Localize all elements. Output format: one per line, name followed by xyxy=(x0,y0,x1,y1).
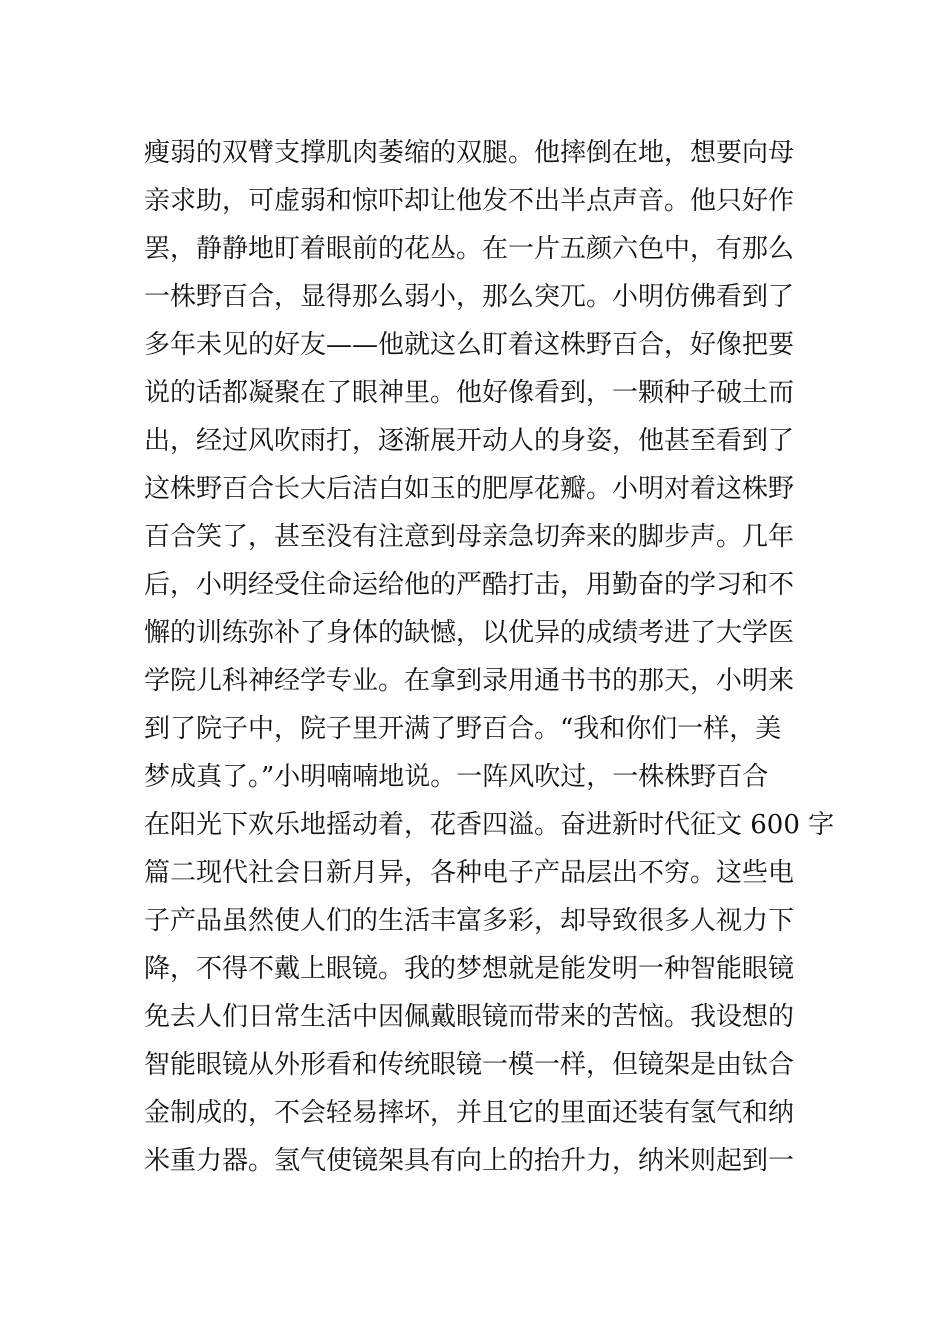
text-line-19: 免去人们日常生活中因佩戴眼镜而带来的苦恼。我设想的 xyxy=(144,1002,795,1032)
text-line-22: 米重力器。氢气使镜架具有向上的抬升力，纳米则起到一 xyxy=(144,1146,795,1176)
text-line-14: 梦成真了。”小明喃喃地说。一阵风吹过，一株株野百合 xyxy=(144,762,769,792)
text-line-15: 在阳光下欢乐地摇动着，花香四溢。奋进新时代征文 600 字 xyxy=(144,810,835,840)
text-line-3: 罢，静静地盯着眼前的花丛。在一片五颜六色中，有那么 xyxy=(144,234,795,264)
text-line-12: 学院儿科神经学专业。在拿到录用通书书的那天，小明来 xyxy=(144,666,795,696)
text-line-9: 百合笑了，甚至没有注意到母亲急切奔来的脚步声。几年 xyxy=(144,522,795,552)
text-line-13: 到了院子中，院子里开满了野百合。“我和你们一样，美 xyxy=(144,714,782,744)
text-line-2: 亲求助，可虚弱和惊吓却让他发不出半点声音。他只好作 xyxy=(144,186,795,216)
text-line-10: 后，小明经受住命运给他的严酷打击，用勤奋的学习和不 xyxy=(144,570,795,600)
text-line-18: 降，不得不戴上眼镜。我的梦想就是能发明一种智能眼镜 xyxy=(144,954,795,984)
text-line-4: 一株野百合，显得那么弱小，那么突兀。小明仿佛看到了 xyxy=(144,282,795,312)
text-line-20: 智能眼镜从外形看和传统眼镜一模一样，但镜架是由钛合 xyxy=(144,1050,795,1080)
text-line-8: 这株野百合长大后洁白如玉的肥厚花瓣。小明对着这株野 xyxy=(144,474,795,504)
text-line-6: 说的话都凝聚在了眼神里。他好像看到，一颗种子破土而 xyxy=(144,378,795,408)
text-line-5: 多年未见的好友——他就这么盯着这株野百合，好像把要 xyxy=(144,330,795,360)
text-line-1: 瘦弱的双臂支撑肌肉萎缩的双腿。他摔倒在地，想要向母 xyxy=(144,138,795,168)
text-line-16: 篇二现代社会日新月异，各种电子产品层出不穷。这些电 xyxy=(144,858,795,888)
text-line-7: 出，经过风吹雨打，逐渐展开动人的身姿，他甚至看到了 xyxy=(144,426,795,456)
text-line-17: 子产品虽然使人们的生活丰富多彩，却导致很多人视力下 xyxy=(144,906,795,936)
text-line-11: 懈的训练弥补了身体的缺憾，以优异的成绩考进了大学医 xyxy=(144,618,795,648)
body-text xyxy=(144,129,835,1185)
text-line-21: 金制成的，不会轻易摔坏，并且它的里面还装有氢气和纳 xyxy=(144,1098,795,1128)
